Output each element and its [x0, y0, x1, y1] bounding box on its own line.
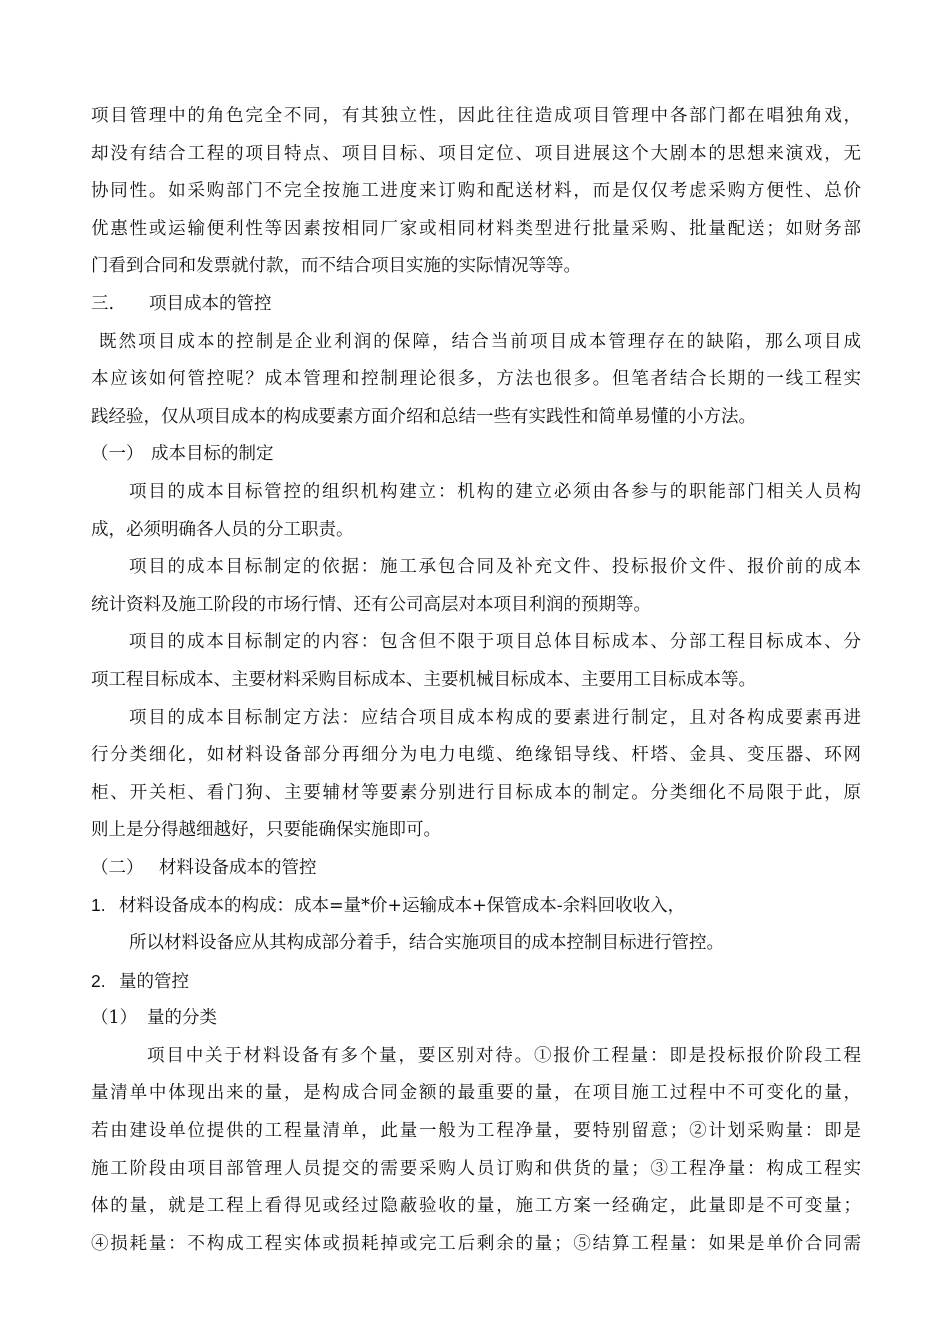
text-line: 项目中关于材料设备有多个量，要区别对待。①报价工程量：即是投标报价阶段工程 — [147, 1045, 861, 1066]
text-line: 行分类细化，如材料设备部分再细分为电力电缆、绝缘铝导线、杆塔、金具、变压器、环网 — [91, 745, 861, 766]
paragraph-method — [91, 700, 861, 850]
text-line: 优惠性或运输便利性等因素按相同厂家或相同材料类型进行批量采购、批量配送；如财务部 — [91, 218, 861, 239]
paragraph-content — [91, 624, 861, 699]
text-line: 柜、开关柜、看门狗、主要辅材等要素分别进行目标成本的制定。分类细化不局限于此，原 — [91, 782, 861, 803]
text-line: 本应该如何管控呢？成本管理和控制理论很多，方法也很多。但笔者结合长期的一线工程实 — [91, 369, 861, 390]
paragraph-organization — [91, 474, 861, 549]
text-line: 协同性。如采购部门不完全按施工进度来订购和配送材料，而是仅仅考虑采购方便性、总价 — [91, 181, 861, 202]
text-line: 项目的成本目标制定的依据：施工承包合同及补充文件、投标报价文件、报价前的成本 — [129, 557, 861, 578]
text-line: 所以材料设备应从其构成部分着手，结合实施项目的成本控制目标进行管控。 — [129, 933, 724, 954]
list-number: 2. — [91, 970, 106, 991]
text-line: 施工阶段由项目部管理人员提交的需要采购人员订购和供货的量；③工程净量：构成工程实 — [91, 1158, 861, 1179]
text-line: 成，必须明确各人员的分工职责。 — [91, 519, 354, 540]
section-title: 项目成本的管控 — [149, 293, 272, 314]
text-line: 体的量，就是工程上看得见或经过隐蔽验收的量，施工方案一经确定，此量即是不可变量； — [91, 1196, 861, 1217]
subsection-number: （一） — [91, 444, 144, 465]
paragraph-quantity-types — [91, 1038, 861, 1264]
text-line: 则上是分得越细越好，只要能确保实施即可。 — [91, 820, 441, 841]
subsection-heading-2 — [91, 850, 861, 888]
section-number: 三. — [91, 293, 115, 314]
list-item-2 — [91, 963, 861, 1001]
sub-item-text: 量的分类 — [147, 1008, 217, 1029]
text-line: 项目的成本目标制定方法：应结合项目成本构成的要素进行制定，且对各构成要素再进 — [129, 707, 861, 728]
text-line: 统计资料及施工阶段的市场行情、还有公司高层对本项目利润的预期等。 — [91, 594, 651, 615]
document-page — [91, 98, 861, 1263]
text-line: ④损耗量：不构成工程实体或损耗掉或完工后剩余的量；⑤结算工程量：如果是单价合同需 — [91, 1233, 861, 1254]
list-text: 量的管控 — [119, 971, 189, 992]
text-line: 项目的成本目标制定的内容：包含但不限于项目总体目标成本、分部工程目标成本、分 — [129, 632, 861, 653]
sub-item-number: （1） — [91, 1008, 138, 1029]
text-line: 既然项目成本的控制是企业利润的保障，结合当前项目成本管理存在的缺陷，那么项目成 — [99, 331, 861, 352]
text-line: 门看到合同和发票就付款，而不结合项目实施的实际情况等等。 — [91, 256, 581, 277]
text-line: 项工程目标成本、主要材料采购目标成本、主要机械目标成本、主要用工目标成本等。 — [91, 669, 756, 690]
sub-item-1 — [91, 1000, 861, 1038]
text-line: 若由建设单位提供的工程量清单，此量一般为工程净量，要特别留意；②计划采购量：即是 — [91, 1121, 861, 1142]
text-line: 项目的成本目标管控的组织机构建立：机构的建立必须由各参与的职能部门相关人员构 — [129, 481, 861, 502]
subsection-title: 材料设备成本的管控 — [159, 857, 317, 878]
subsection-title: 成本目标的制定 — [151, 444, 274, 465]
subsection-number: （二） — [91, 857, 144, 878]
paragraph-role-conflict — [91, 98, 861, 286]
section-heading-3 — [91, 286, 861, 324]
list-item-1 — [91, 887, 861, 925]
list-number: 1. — [91, 895, 106, 916]
paragraph-cost-control-intro — [91, 324, 861, 437]
paragraph-basis — [91, 549, 861, 624]
text-line: 践经验，仅从项目成本的构成要素方面介绍和总结一些有实践性和简单易懂的小方法。 — [91, 406, 756, 427]
list-text: 材料设备成本的构成：成本=量*价+运输成本+保管成本-余料回收收入， — [119, 896, 686, 917]
text-line: 却没有结合工程的项目特点、项目目标、项目定位、项目进展这个大剧本的思想来演戏，无 — [91, 143, 861, 164]
text-line: 项目管理中的角色完全不同，有其独立性，因此往往造成项目管理中各部门都在唱独角戏， — [91, 106, 861, 126]
subsection-heading-1 — [91, 436, 861, 474]
text-line: 量清单中体现出来的量，是构成合同金额的最重要的量，在项目施工过程中不可变化的量， — [91, 1083, 861, 1104]
